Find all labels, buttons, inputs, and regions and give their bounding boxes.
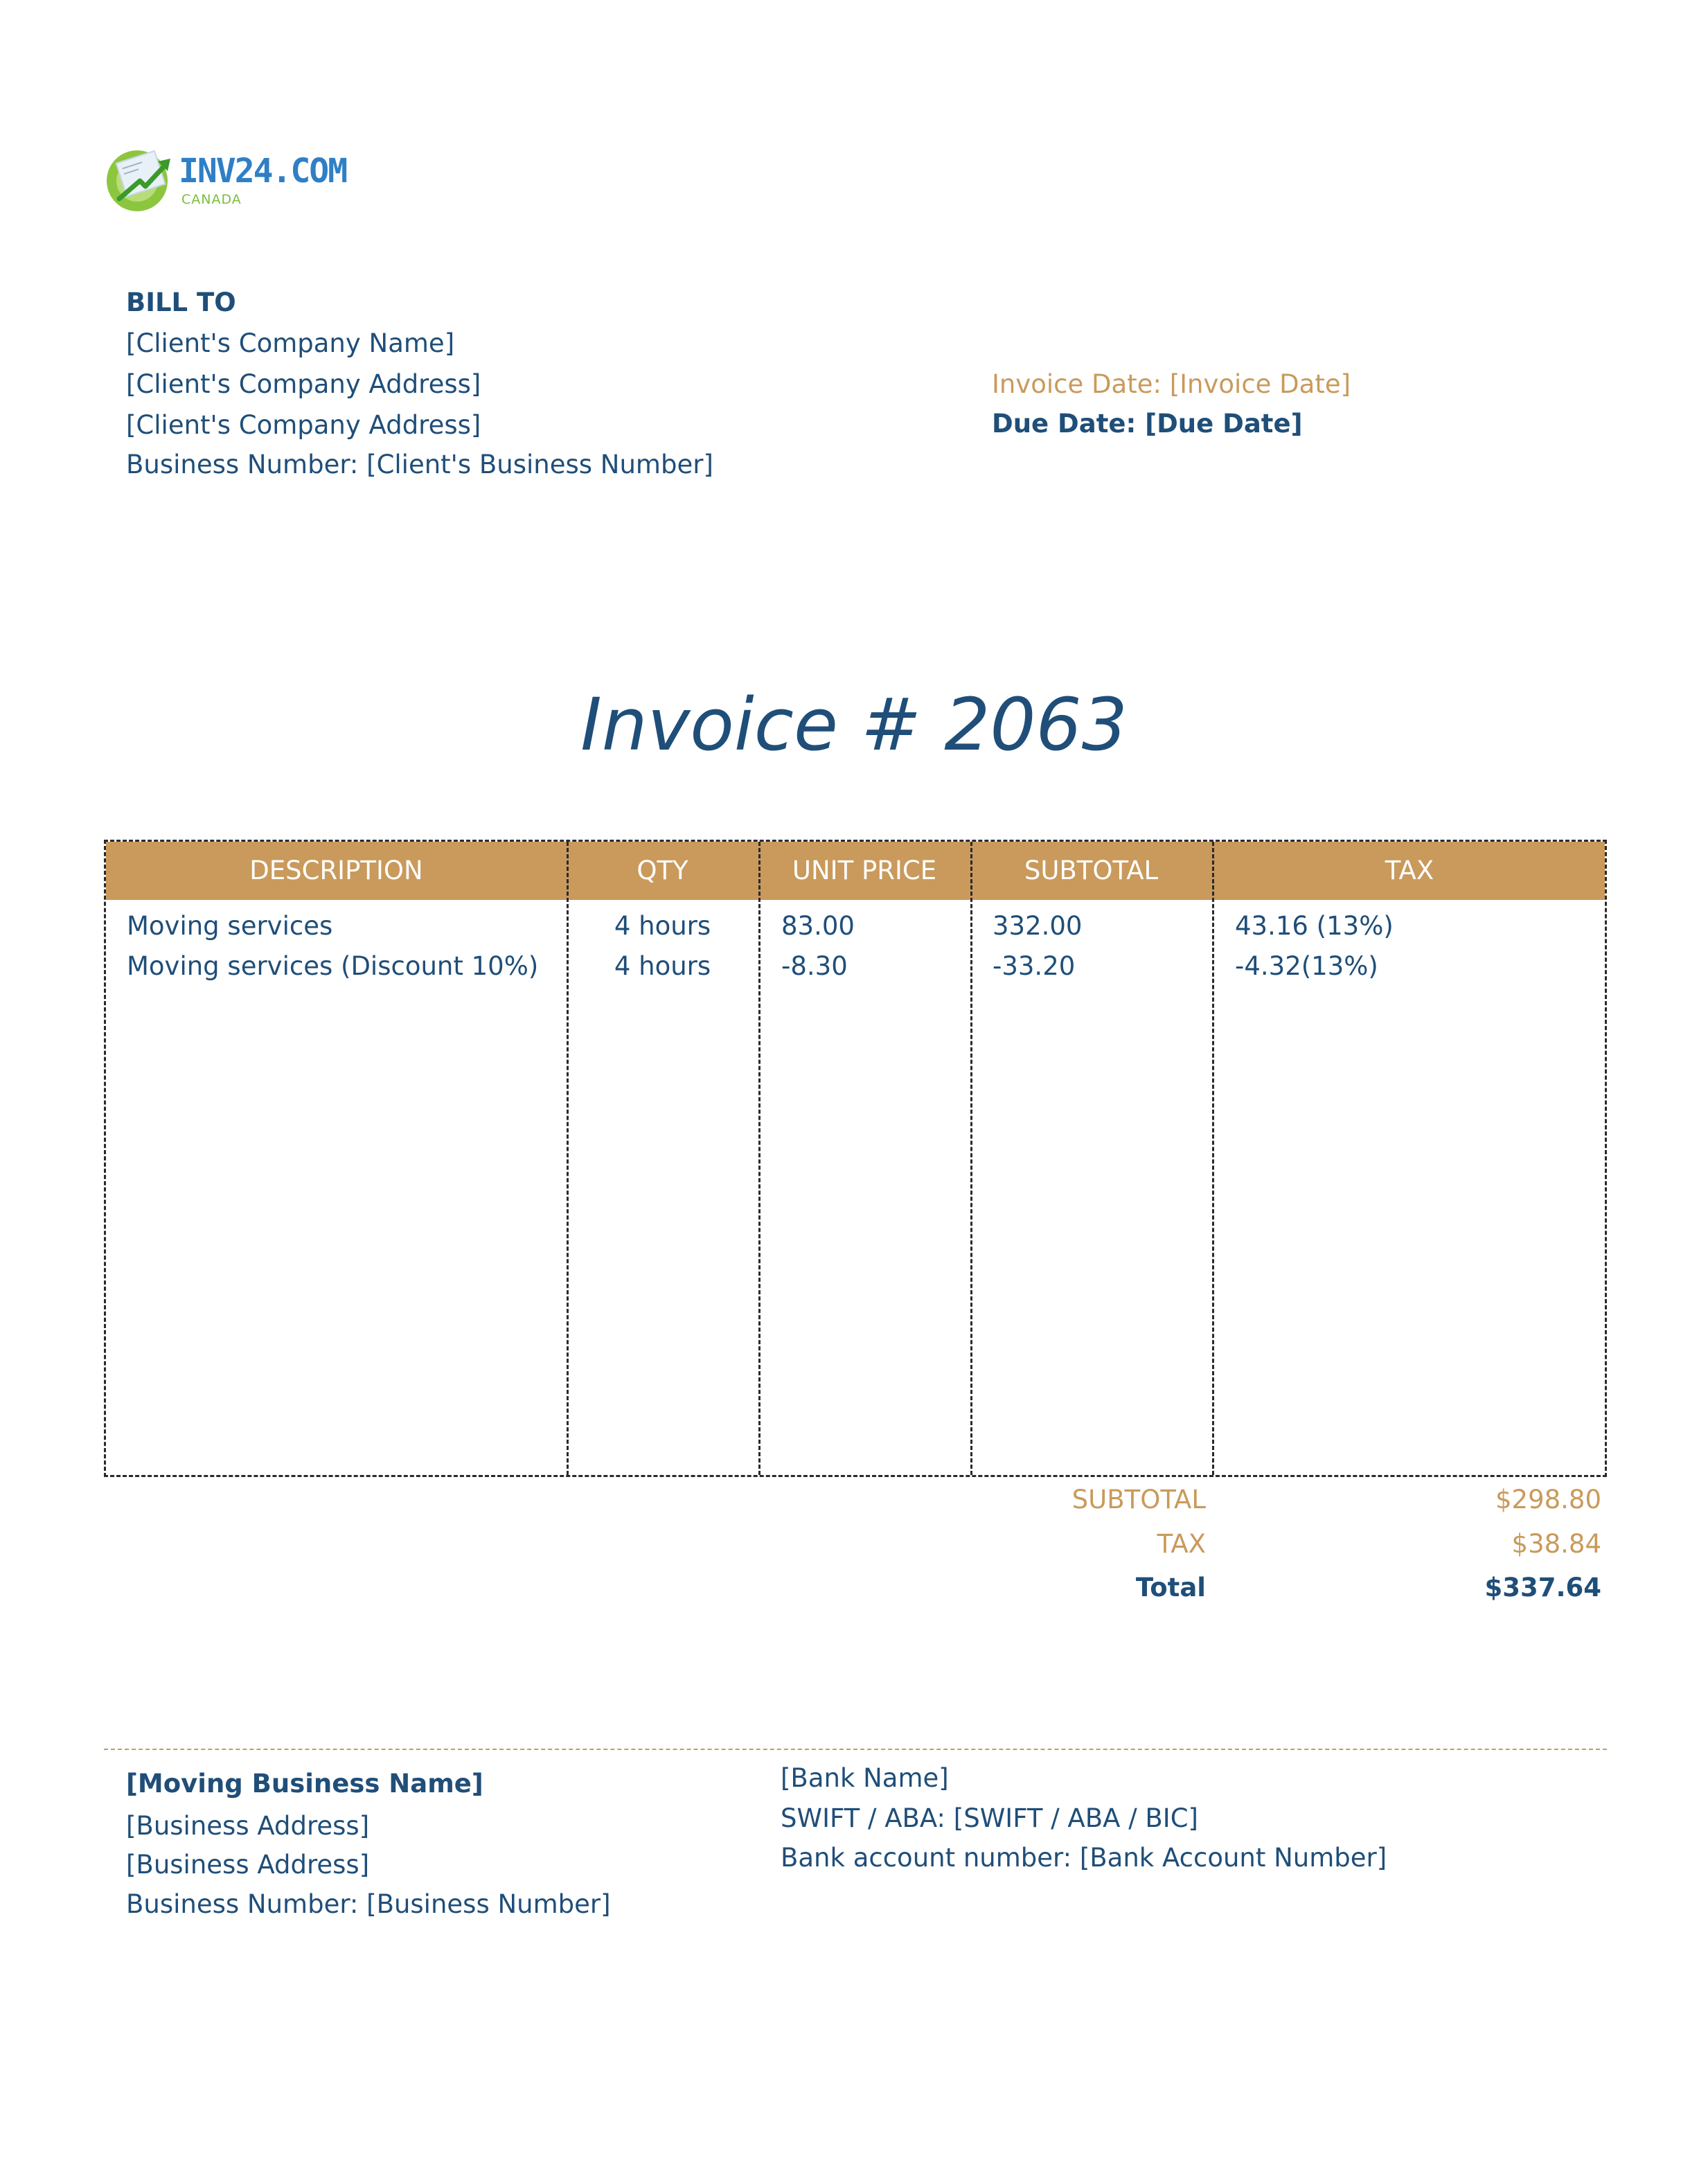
header-qty: QTY bbox=[637, 856, 688, 885]
row-unit-price: -8.30 bbox=[781, 951, 848, 981]
business-name: [Moving Business Name] bbox=[126, 1769, 483, 1799]
row-qty: 4 hours bbox=[614, 911, 711, 941]
subtotal-value: $298.80 bbox=[1495, 1485, 1601, 1514]
row-tax: -4.32(13%) bbox=[1235, 951, 1378, 981]
row-description: Moving services bbox=[127, 911, 333, 941]
tax-label: TAX bbox=[1157, 1529, 1206, 1559]
bank-account-number: Bank account number: [Bank Account Number] bbox=[781, 1843, 1387, 1873]
total-label: Total bbox=[1135, 1573, 1206, 1602]
row-subtotal: -33.20 bbox=[993, 951, 1076, 981]
logo-icon bbox=[104, 142, 177, 215]
total-value: $337.64 bbox=[1484, 1573, 1601, 1602]
business-address: [Business Address] bbox=[126, 1811, 370, 1841]
business-number: Business Number: [Business Number] bbox=[126, 1889, 611, 1919]
column-divider bbox=[758, 842, 760, 1475]
row-qty: 4 hours bbox=[614, 951, 711, 981]
bank-swift: SWIFT / ABA: [SWIFT / ABA / BIC] bbox=[781, 1803, 1198, 1833]
header-subtotal: SUBTOTAL bbox=[1024, 856, 1159, 885]
client-company-address-2: [Client's Company Address] bbox=[126, 410, 481, 440]
bank-name: [Bank Name] bbox=[781, 1763, 949, 1793]
invoice-date: Invoice Date: [Invoice Date] bbox=[992, 369, 1351, 399]
header-tax: TAX bbox=[1385, 856, 1434, 885]
column-divider bbox=[970, 842, 972, 1475]
client-company-name: [Client's Company Name] bbox=[126, 328, 455, 358]
row-description: Moving services (Discount 10%) bbox=[127, 951, 539, 981]
header-unit-price: UNIT PRICE bbox=[792, 856, 937, 885]
client-business-number: Business Number: [Client's Business Number] bbox=[126, 450, 713, 479]
bill-to-heading: BILL TO bbox=[126, 288, 236, 317]
due-date: Due Date: [Due Date] bbox=[992, 409, 1303, 439]
header-description: DESCRIPTION bbox=[249, 856, 423, 885]
subtotal-label: SUBTOTAL bbox=[1071, 1485, 1206, 1514]
client-company-address: [Client's Company Address] bbox=[126, 369, 481, 399]
footer-divider bbox=[104, 1749, 1607, 1750]
row-unit-price: 83.00 bbox=[781, 911, 855, 941]
row-subtotal: 332.00 bbox=[993, 911, 1083, 941]
invoice-title: Invoice # 2063 bbox=[580, 682, 1128, 767]
logo-country: CANADA bbox=[181, 192, 242, 207]
row-tax: 43.16 (13%) bbox=[1235, 911, 1394, 941]
company-logo bbox=[104, 142, 347, 215]
column-divider bbox=[1212, 842, 1214, 1475]
business-address-2: [Business Address] bbox=[126, 1850, 370, 1880]
tax-value: $38.84 bbox=[1511, 1529, 1601, 1559]
logo-brand: INV24.COM bbox=[179, 152, 347, 191]
items-table bbox=[104, 840, 1607, 1477]
